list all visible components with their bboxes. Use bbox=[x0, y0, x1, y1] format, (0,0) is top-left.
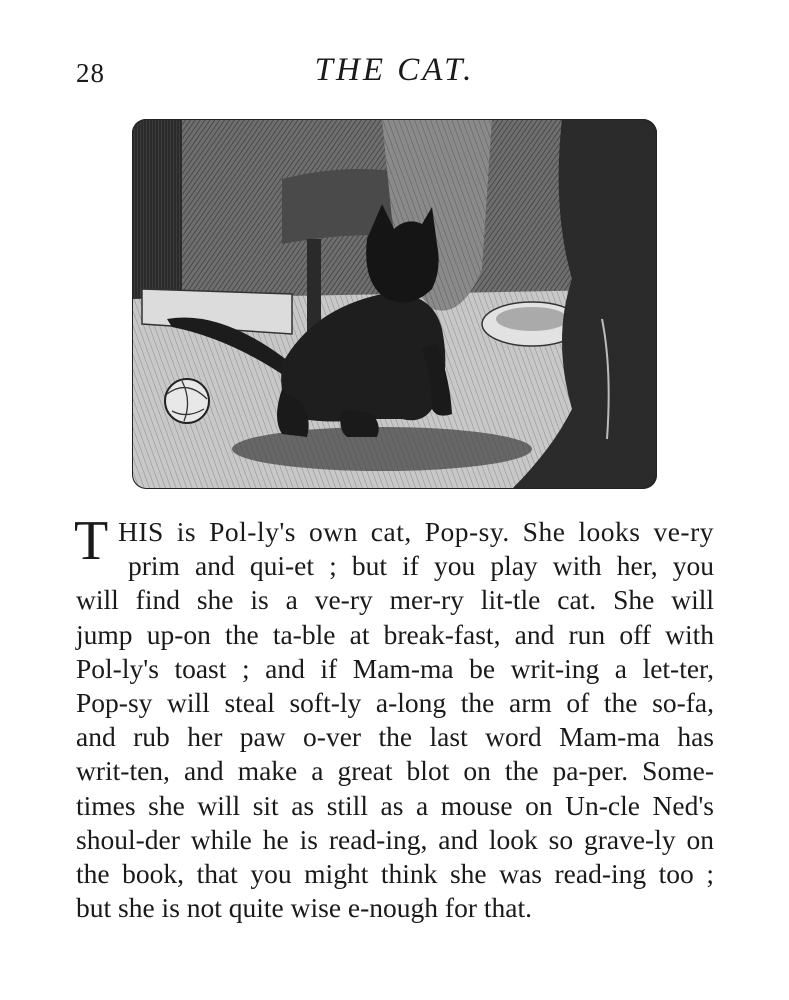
story-text bbox=[74, 510, 714, 925]
text-line: times she will sit as still as a mouse on Un-cle Ned's bbox=[76, 789, 714, 821]
text-line: Pol-ly's toast ; and if Mam-ma be writ-ing a let-ter, bbox=[76, 652, 714, 684]
text-line: will find she is a ve-ry mer-ry lit-tle cat. She will bbox=[76, 584, 714, 616]
drop-cap: T bbox=[74, 510, 109, 572]
text-line: writ-ten, and make a great blot on the pa-per. Some- bbox=[76, 755, 714, 787]
text-line: prim and qui-et ; but if you play with her, you bbox=[128, 550, 714, 582]
running-head: THE CAT. bbox=[314, 52, 475, 88]
text-line: HIS is Pol-ly's own cat, Pop-sy. She looks ve-ry bbox=[118, 516, 714, 547]
engraving-kitten-illustration bbox=[132, 119, 657, 489]
text-line: Pop-sy will steal soft-ly a-long the arm of the so-fa, bbox=[76, 686, 714, 718]
text-line: shoul-der while he is read-ing, and look so grave-ly on bbox=[76, 823, 714, 855]
text-line: and rub her paw o-ver the last word Mam-ma has bbox=[76, 721, 714, 753]
text-line: jump up-on the ta-ble at break-fast, and run off with bbox=[76, 618, 714, 650]
page-number: 28 bbox=[76, 58, 105, 88]
text-line: but she is not quite wise e-nough for that. bbox=[76, 892, 532, 924]
text-line: the book, that you might think she was read-ing too ; bbox=[76, 857, 714, 889]
